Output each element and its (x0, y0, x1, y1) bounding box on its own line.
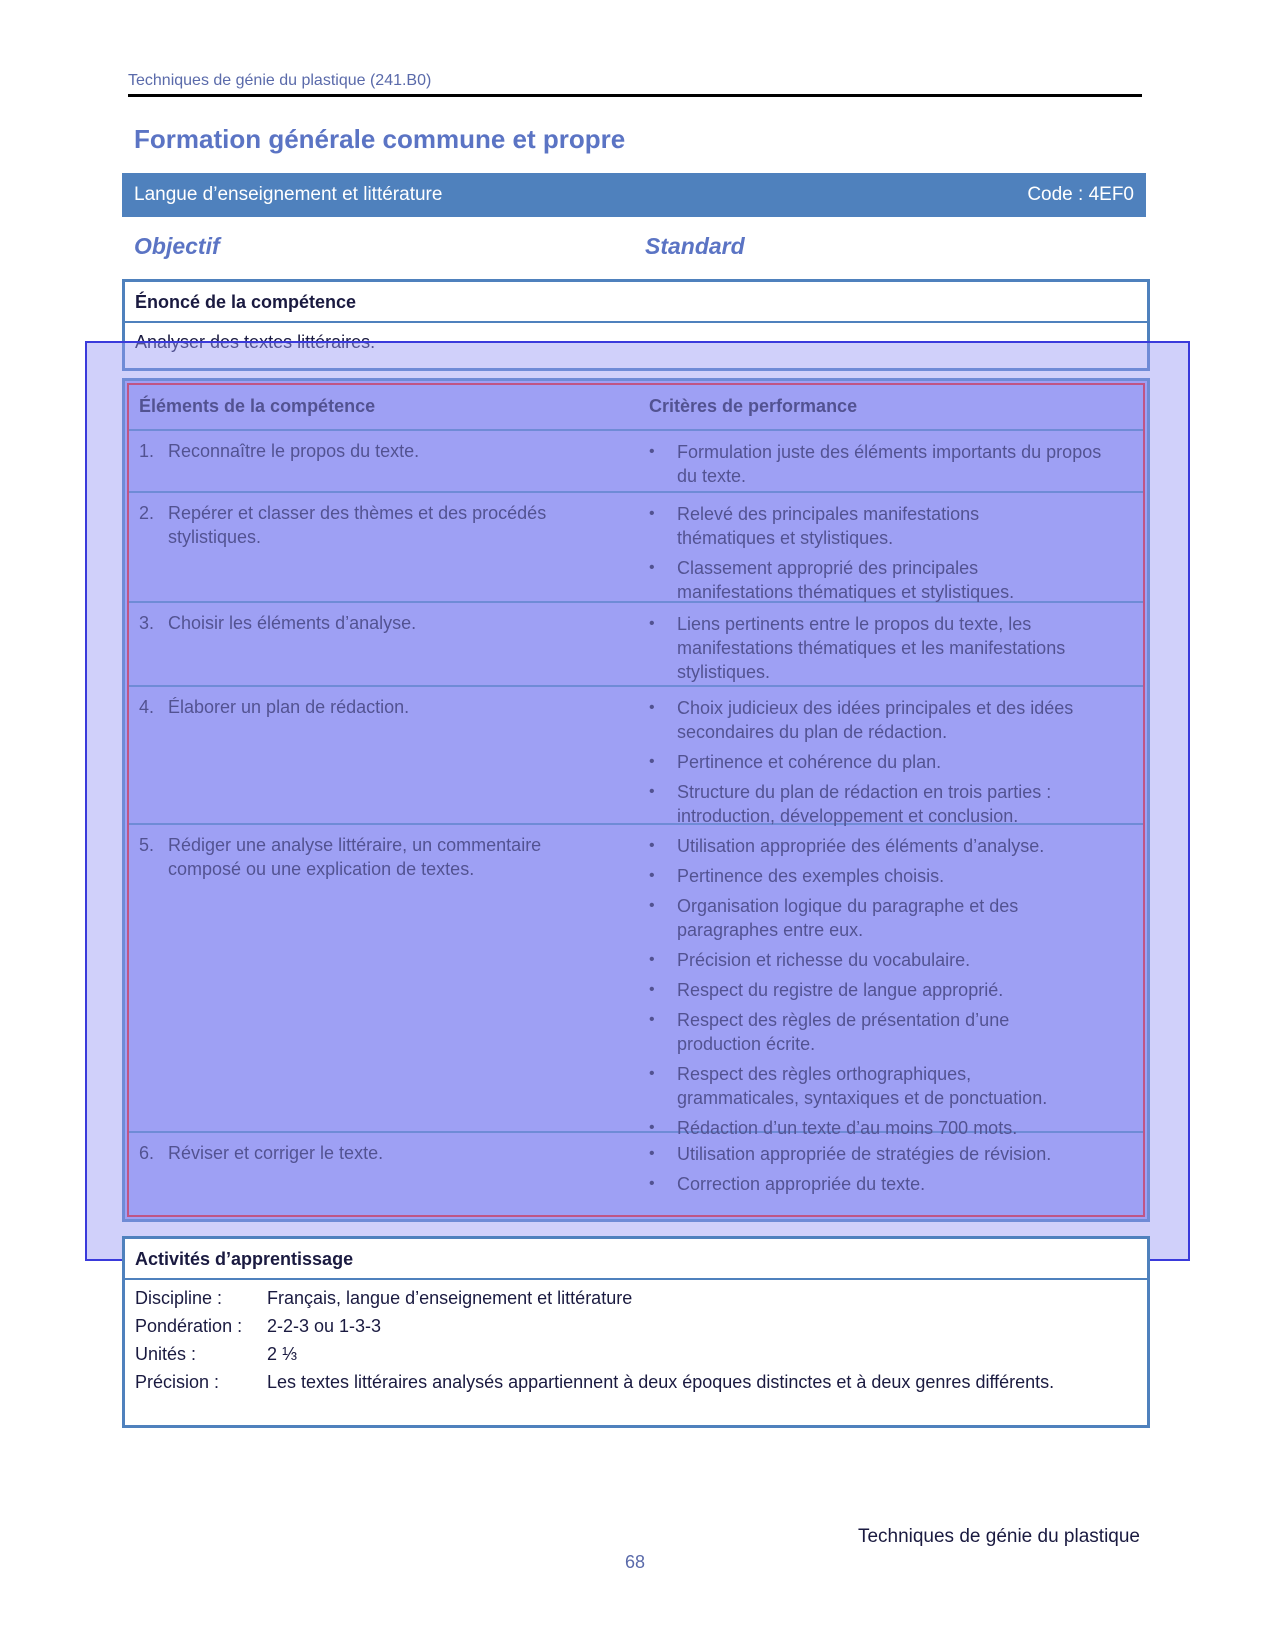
element-text: Repérer et classer des thèmes et des procédés stylistiques. (168, 503, 547, 547)
activity-row (125, 1342, 1147, 1366)
activity-row (125, 1286, 1147, 1310)
section-title: Formation générale commune et propre (134, 124, 626, 154)
element-number: 5. (139, 835, 155, 855)
course-code: Code : 4EF0 (1027, 184, 1134, 205)
activity-label: Unités : (135, 1344, 197, 1364)
criterion: • Choix judicieux des idées principales et des idées secondaires du plan de rédaction. (649, 696, 1119, 744)
doc-header: Techniques de génie du plastique (241.B0) (128, 72, 432, 89)
element-text: Choisir les éléments d’analyse. (168, 613, 417, 633)
footer-title: Techniques de génie du plastique (857, 1526, 1140, 1547)
standard-heading: Standard (645, 233, 745, 259)
criterion: • Rédaction d’un texte d’au moins 700 mots. (649, 1116, 1089, 1140)
criterion: • Correction appropriée du texte. (649, 1172, 1119, 1196)
activity-value: 2 ⅓ (267, 1344, 298, 1364)
element-text: Réviser et corriger le texte. (168, 1143, 384, 1163)
enonce-title: Énoncé de la compétence (125, 282, 1147, 323)
criterion: • Structure du plan de rédaction en trois parties : introduction, développement et conclusion. (649, 780, 1119, 828)
criterion: • Pertinence des exemples choisis. (649, 864, 1089, 888)
criterion: • Précision et richesse du vocabulaire. (649, 948, 1089, 972)
activity-label: Pondération : (135, 1316, 243, 1336)
page-number: 68 (625, 1552, 646, 1572)
element-text: Reconnaître le propos du texte. (168, 441, 420, 461)
activity-value: Les textes littéraires analysés appartiennent à deux époques distinctes et à deux genres différents. (267, 1372, 1055, 1392)
element-number: 3. (139, 613, 155, 633)
objective-heading: Objectif (134, 233, 220, 259)
criterion: • Utilisation appropriée des éléments d’analyse. (649, 834, 1089, 858)
activity-row (125, 1314, 1147, 1338)
selection-overlay (85, 341, 1190, 1261)
activity-value: 2-2-3 ou 1-3-3 (267, 1316, 382, 1336)
criterion: • Relevé des principales manifestations thématiques et stylistiques. (649, 502, 1039, 550)
criterion: • Pertinence et cohérence du plan. (649, 750, 1119, 774)
criterion: • Classement approprié des principales manifestations thématiques et stylistiques. (649, 556, 1039, 604)
activity-label: Discipline : (135, 1288, 223, 1308)
activities-table (125, 1286, 1147, 1394)
course-bar (122, 173, 1146, 217)
criterion: • Respect du registre de langue approprié. (649, 978, 1089, 1002)
criteria-heading: Critères de performance (649, 396, 858, 416)
activities-title: Activités d’apprentissage (125, 1239, 1147, 1280)
course-name: Langue d’enseignement et littérature (134, 184, 443, 205)
element-number: 4. (139, 697, 155, 717)
criterion: • Liens pertinents entre le propos du texte, les manifestations thématiques et les manifestations stylistiques. (649, 612, 1109, 684)
criterion: • Utilisation appropriée de stratégies de révision. (649, 1142, 1119, 1166)
activities-box (122, 1236, 1150, 1428)
enonce-text: Analyser des textes littéraires. (135, 332, 376, 352)
criterion: • Respect des règles orthographiques, grammaticales, syntaxiques et de ponctuation. (649, 1062, 1089, 1110)
activity-label: Précision : (135, 1372, 220, 1392)
element-number: 2. (139, 503, 155, 523)
criterion: • Organisation logique du paragraphe et des paragraphes entre eux. (649, 894, 1089, 942)
criterion: • Formulation juste des éléments importants du propos du texte. (649, 440, 1104, 488)
activity-row (125, 1370, 1147, 1394)
activity-value: Français, langue d’enseignement et littérature (267, 1288, 633, 1308)
elements-heading: Éléments de la compétence (139, 396, 376, 416)
element-text: Rédiger une analyse littéraire, un commentaire composé ou une explication de textes. (168, 835, 542, 879)
element-number: 6. (139, 1143, 155, 1163)
element-number: 1. (139, 441, 155, 461)
header-rule (128, 94, 1142, 97)
element-text: Élaborer un plan de rédaction. (168, 697, 410, 717)
criterion: • Respect des règles de présentation d’une production écrite. (649, 1008, 1089, 1056)
